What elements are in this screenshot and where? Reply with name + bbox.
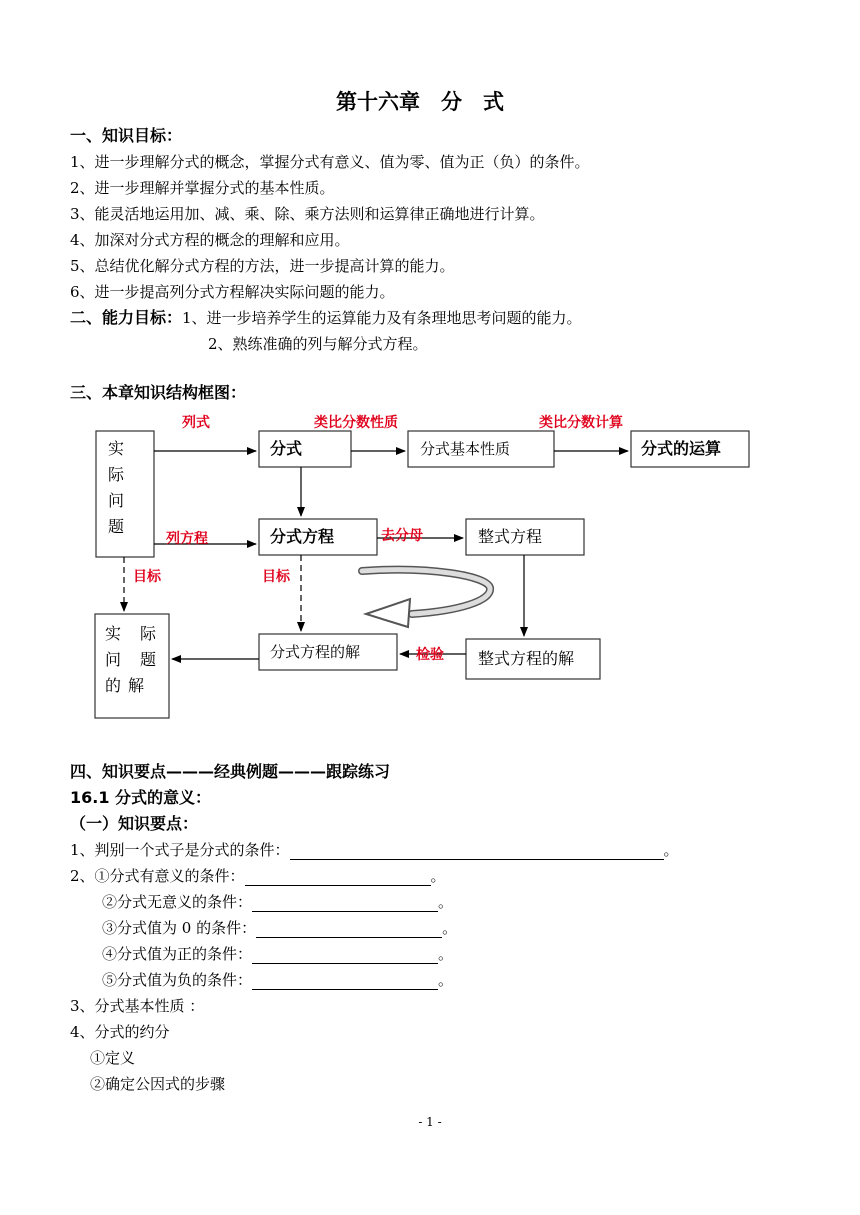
practical-problem-char: 际 (108, 465, 125, 484)
label-qu-fenmu: 去分母 (381, 528, 423, 544)
section-2-heading: 二、能力目标： (70, 308, 183, 327)
subsection-16-1: 16.1 分式的意义： (70, 788, 212, 807)
answer-blank[interactable] (252, 973, 438, 990)
objective-item: 6、进一步提高列分式方程解决实际问题的能力。 (70, 283, 395, 301)
label-analog-property: 类比分数性质 (314, 415, 398, 431)
chapter-title: 第十六章 分 式 (336, 90, 504, 114)
period: 。 (438, 945, 454, 963)
practical-problem-char: 题 (108, 517, 125, 536)
label-lie-fangcheng: 列方程 (166, 531, 208, 547)
knowledge-structure-diagram (0, 408, 860, 728)
practical-problem-char: 实 (108, 439, 125, 458)
answer-blank[interactable] (290, 843, 664, 860)
page-number: - 1 - (418, 1115, 442, 1129)
practical-solution-char: 的 (105, 676, 122, 695)
objective-item: 1、进一步理解分式的概念，掌握分式有意义、值为零、值为正（负）的条件。 (70, 153, 590, 171)
objective-item: 4、加深对分式方程的概念的理解和应用。 (70, 231, 350, 249)
ability-item: 2、熟练准确的列与解分式方程。 (208, 335, 428, 353)
box-integral-equation-label: 整式方程 (478, 527, 543, 546)
box-fraction-property-label: 分式基本性质 (420, 440, 511, 458)
question-4: 4、分式的约分 (70, 1023, 170, 1041)
question-2d-text: ④分式值为正的条件： (102, 945, 253, 963)
label-jianyan: 检验 (416, 647, 444, 663)
section-1-heading: 一、知识目标： (70, 126, 183, 145)
answer-blank[interactable] (252, 895, 438, 912)
question-1 (70, 840, 679, 860)
section-4-heading: 四、知识要点———经典例题———跟踪练习 (70, 762, 391, 781)
answer-blank[interactable] (256, 921, 442, 938)
ability-item: 1、进一步培养学生的运算能力及有条理地思考问题的能力。 (182, 309, 582, 327)
period: 。 (438, 971, 454, 989)
curved-return-arrow (362, 570, 490, 627)
box-fraction-operation-label: 分式的运算 (641, 439, 722, 458)
label-analog-calc: 类比分数计算 (539, 415, 623, 431)
practical-solution-char: 问 (105, 650, 122, 669)
question-2e (102, 970, 453, 990)
section-3-heading: 三、本章知识结构框图： (70, 383, 247, 402)
question-2d (102, 944, 453, 964)
question-2a (70, 866, 446, 886)
answer-blank[interactable] (245, 869, 431, 886)
practical-solution-char: 题 (140, 650, 157, 669)
practical-problem-char: 问 (108, 491, 125, 510)
practical-solution-char: 际 (140, 624, 157, 643)
objective-item: 5、总结优化解分式方程的方法，进一步提高计算的能力。 (70, 257, 455, 275)
box-fraction-equation-label: 分式方程 (270, 527, 335, 546)
box-fraction-label: 分式 (270, 439, 303, 458)
question-2c (102, 918, 457, 938)
question-4b: ②确定公因式的步骤 (90, 1075, 226, 1093)
label-lieshi: 列式 (182, 415, 210, 431)
objective-item: 2、进一步理解并掌握分式的基本性质。 (70, 179, 335, 197)
period: 。 (438, 893, 454, 911)
question-2c-text: ③分式值为 0 的条件： (102, 919, 257, 937)
section-2-row (70, 308, 582, 328)
box-integral-equation-solution-label: 整式方程的解 (478, 649, 575, 668)
box-practical-problem (96, 431, 154, 557)
label-mubiao-2: 目标 (262, 569, 290, 585)
question-1-text: 1、判别一个式子是分式的条件： (70, 841, 290, 859)
question-4a: ①定义 (90, 1049, 136, 1067)
question-2b-text: ②分式无意义的条件： (102, 893, 253, 911)
practical-solution-char: 解 (128, 676, 145, 695)
knowledge-points-heading: （一）知识要点： (70, 814, 199, 833)
period: 。 (442, 919, 458, 937)
objective-item: 3、能灵活地运用加、减、乘、除、乘方法则和运算律正确地进行计算。 (70, 205, 545, 223)
period: 。 (663, 841, 679, 859)
question-2b (102, 892, 453, 912)
practical-solution-char: 实 (105, 624, 122, 643)
period: 。 (430, 867, 446, 885)
label-mubiao-1: 目标 (133, 569, 161, 585)
answer-blank[interactable] (252, 947, 438, 964)
question-2a-text: 2、①分式有意义的条件： (70, 867, 245, 885)
question-3: 3、分式基本性质 ： (70, 997, 205, 1015)
question-2e-text: ⑤分式值为负的条件： (102, 971, 253, 989)
box-fraction-equation-solution-label: 分式方程的解 (270, 643, 361, 661)
